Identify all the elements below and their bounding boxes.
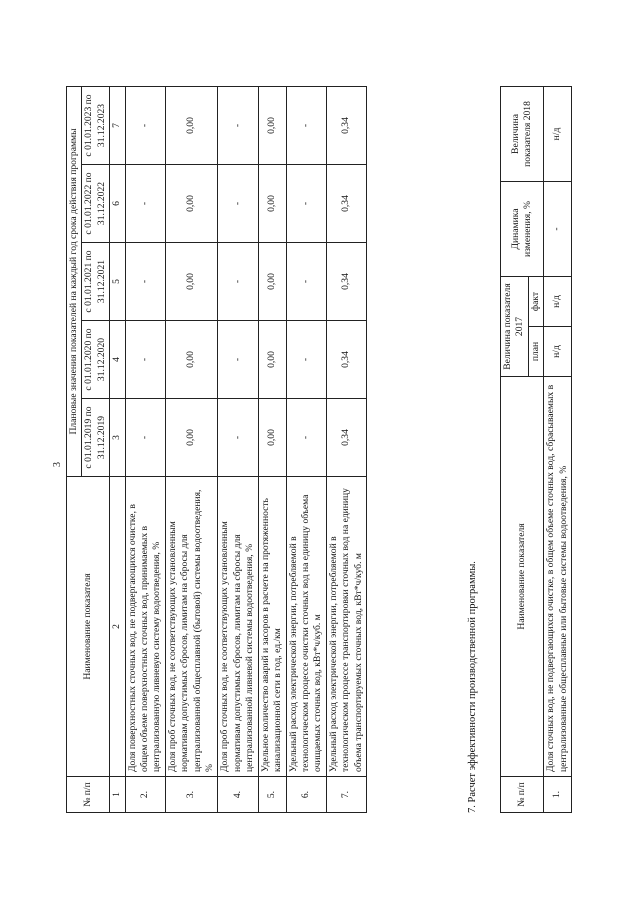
row-number: 6. [286, 777, 326, 813]
row-number: 4. [218, 777, 258, 813]
table-row [125, 86, 165, 812]
header-plan: план [528, 327, 543, 377]
value-cell: 0,34 [326, 86, 366, 164]
indicator-name: Доля поверхностных сточных вод, не подвергающихся очистке, в общем объеме поверхностных сточных вод, принимаемых в централизованную ливневую систему водоотведения, % [125, 477, 165, 777]
indicator-name: Удельный расход электрической энергии, потребляемой в технологическом процессе транспортировки сточных вод на единицу объема транспортируемых сточных вод, кВт*ч/куб. м [326, 477, 366, 777]
value-cell: 0,34 [326, 243, 366, 321]
header-period: с 01.01.2021 по 31.12.2021 [82, 243, 110, 321]
header-dynamics: Динамика изменения, % [501, 181, 544, 276]
table-row [258, 86, 286, 812]
header-period: с 01.01.2023 по 31.12.2023 [82, 86, 110, 164]
value-cell: 0,34 [326, 321, 366, 399]
row-number: 5. [258, 777, 286, 813]
indicator-name: Доля сточных вод, не подвергающихся очистке, в общем объеме сточных вод, сбрасываемых в централизованные общесплавные или бытовые системы водоотведения, % [544, 377, 572, 777]
value-cell: - [125, 165, 165, 243]
value-cell: - [286, 86, 326, 164]
header-period: с 01.01.2019 по 31.12.2019 [82, 399, 110, 477]
value-cell: - [218, 86, 258, 164]
value-cell: - [125, 399, 165, 477]
column-index: 6 [110, 165, 125, 243]
table-row [218, 86, 258, 812]
header-planned-values: Плановые значения показателей на каждый год срока действия программы [67, 86, 82, 476]
value-cell: 0,00 [165, 243, 218, 321]
value-cell: - [125, 243, 165, 321]
row-number: 3. [165, 777, 218, 813]
indicator-name: Доля проб сточных вод, не соответствующих установленным нормативам допустимых сбросов, лимитам на сбросы для централизованной общесплавной (бытовой) системы водоотведения, % [165, 477, 218, 777]
column-index: 5 [110, 243, 125, 321]
value-cell: 0,00 [165, 399, 218, 477]
header-num: № п/п [501, 777, 544, 813]
row-number: 1. [544, 777, 572, 813]
value-cell: - [218, 243, 258, 321]
value-cell: 0,00 [165, 86, 218, 164]
dynamics-value: - [544, 181, 572, 276]
value-cell: - [286, 321, 326, 399]
plan-value: н/д [544, 327, 572, 377]
table-row [326, 86, 366, 812]
value-cell: 0,34 [326, 165, 366, 243]
value-cell: - [218, 399, 258, 477]
value-cell: - [125, 321, 165, 399]
row-number: 7. [326, 777, 366, 813]
fact-value: н/д [544, 276, 572, 326]
header-value-2018: Величина показателя 2018 [501, 86, 544, 181]
value-cell: 0,00 [258, 321, 286, 399]
header-fact: факт [528, 276, 543, 326]
column-index: 4 [110, 321, 125, 399]
page-number: 3 [52, 462, 63, 467]
table-row [165, 86, 218, 812]
value-cell: 0,00 [258, 86, 286, 164]
header-name: Наименование показателя [67, 477, 110, 777]
value-cell: - [218, 165, 258, 243]
column-index: 2 [110, 477, 125, 777]
indicator-name: Доля проб сточных вод, не соответствующих установленным нормативам допустимых сбросов, лимитам на сбросы для централизованной ливневой системы водоотведения, % [218, 477, 258, 777]
value-cell: - [286, 165, 326, 243]
value-cell: 0,00 [165, 321, 218, 399]
value-cell: 0,00 [165, 165, 218, 243]
value-cell: 0,00 [258, 399, 286, 477]
section-title: 7. Расчет эффективности производственной программы. [467, 561, 478, 813]
value-2018: н/д [544, 86, 572, 181]
column-index: 7 [110, 86, 125, 164]
value-cell: 0,00 [258, 165, 286, 243]
value-cell: 0,00 [258, 243, 286, 321]
header-name: Наименование показателя [501, 377, 544, 777]
value-cell: - [218, 321, 258, 399]
value-cell: - [286, 243, 326, 321]
indicators-table [66, 86, 367, 813]
value-cell: - [286, 399, 326, 477]
efficiency-table [500, 86, 572, 813]
header-value-2017: Величина показателя 2017 [501, 276, 529, 376]
indicator-name: Удельный расход электрической энергии, потребляемой в технологическом процессе очистки сточных вод на единицу объема очищаемых сточных вод, кВт*ч/куб. м [286, 477, 326, 777]
header-period: с 01.01.2022 по 31.12.2022 [82, 165, 110, 243]
indicator-name: Удельное количество аварий и засоров в расчете на протяженность канализационной сети в год, ед./км [258, 477, 286, 777]
table-row [286, 86, 326, 812]
header-num: № п/п [67, 777, 110, 813]
value-cell: 0,34 [326, 399, 366, 477]
table-row [544, 86, 572, 812]
value-cell: - [125, 86, 165, 164]
row-number: 2. [125, 777, 165, 813]
column-index: 3 [110, 399, 125, 477]
header-period: с 01.01.2020 по 31.12.2020 [82, 321, 110, 399]
column-index: 1 [110, 777, 125, 813]
